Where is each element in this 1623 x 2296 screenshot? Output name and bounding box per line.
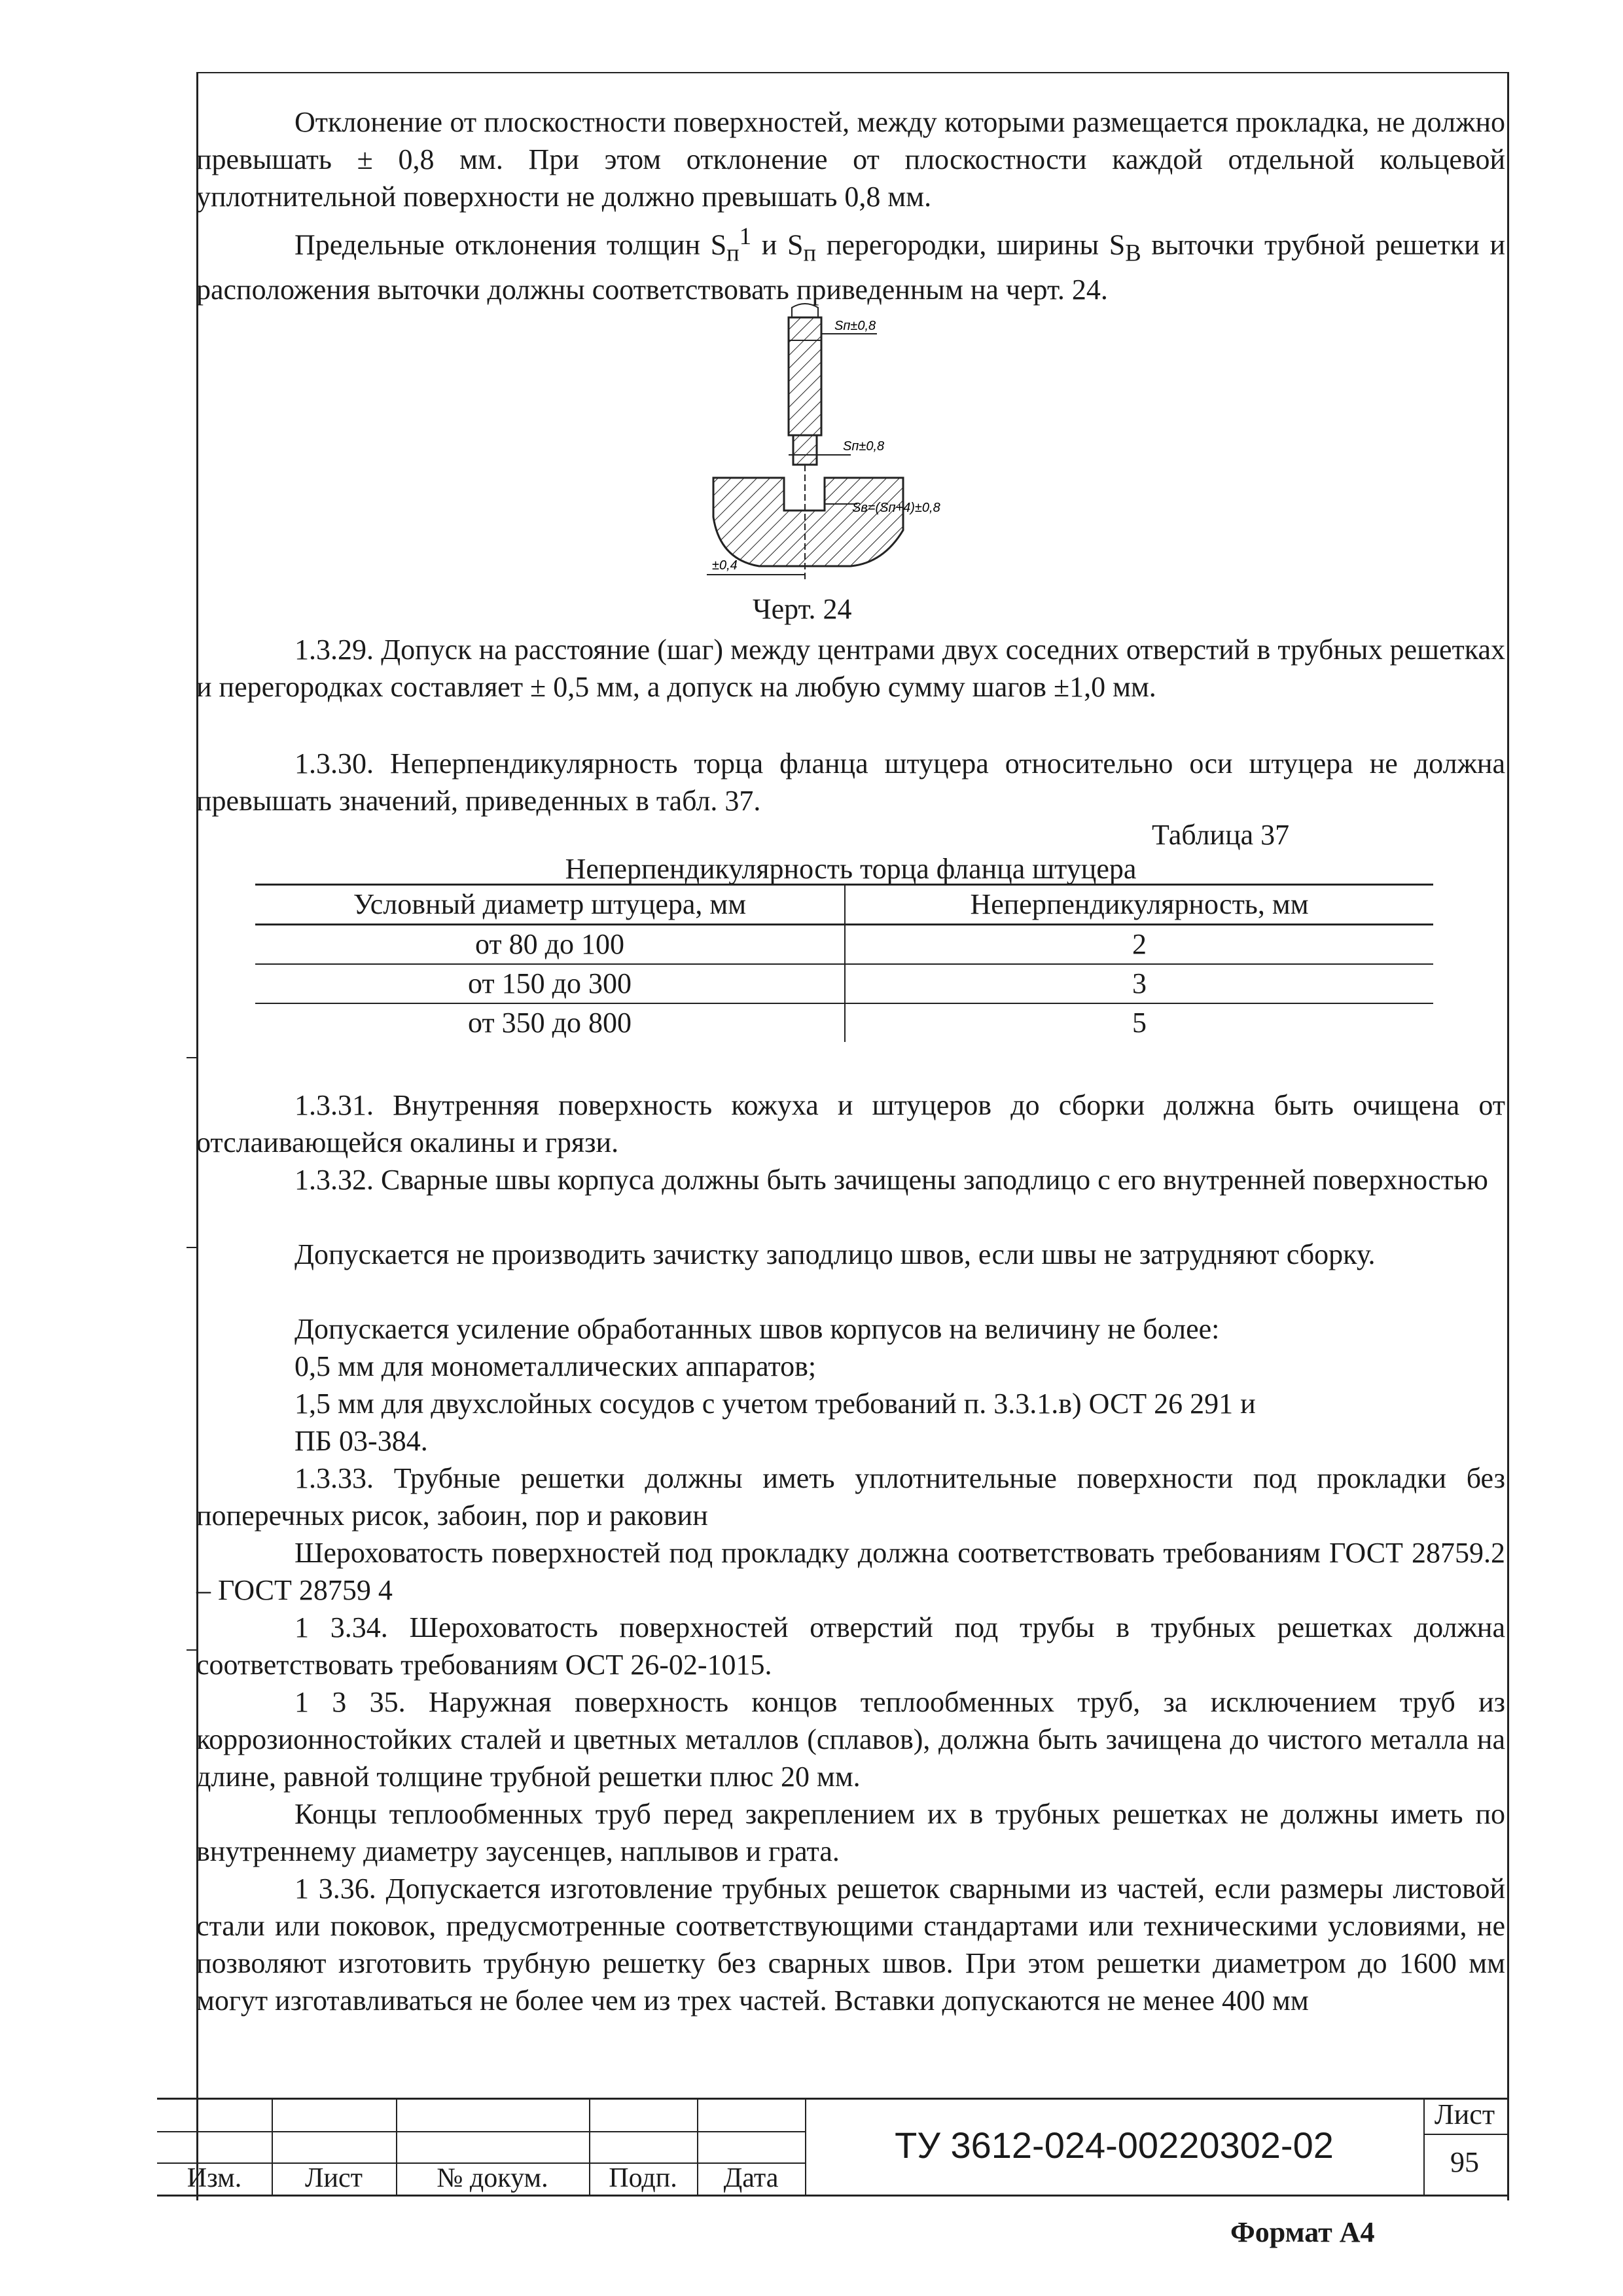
paragraph-1-3-36: 1 3.36. Допускается изготовление трубных решеток сварными из частей, если размеры листовой стали или поковок, предусмотренные соответствующими стандартами или техническими условиями, не позволяют изготовить трубную решетку без сварных швов. При этом решетки диаметром до 1600 мм могут изготавливаться не более чем из трех частей. Вставки допускаются не менее 400 мм [196,1873,1505,2017]
partition-tongue [793,435,817,465]
column-header: Неперпендикулярность, мм [845,885,1433,925]
subscript: п [726,239,740,266]
paragraph-allowance-1: Допускается не производить зачистку заподлицо швов, если швы не затрудняют сборку. [294,1238,1376,1270]
tube-sheet-section [713,478,903,566]
paragraph-1-3-32: 1.3.32. Сварные швы корпуса должны быть зачищены заподлицо с его внутренней поверхностью [294,1164,1488,1196]
table-cell: 3 [845,964,1433,1003]
dimension-label: Sв=(Sп+4)±0,8 [852,501,940,515]
title-block-text [157,2098,1507,2193]
dimension-label: Sп±0,8 [834,319,876,333]
paragraph-1-3-33: 1.3.33. Трубные решетки должны иметь уплотнительные поверхности под прокладки без поперечных рисок, забоин, пор и раковин [196,1462,1505,1532]
list-item: 0,5 мм для монометаллических аппаратов; [294,1350,817,1382]
table-row [255,1003,1433,1042]
stamp-header-sheet: Лист [305,2163,363,2193]
superscript: 1 [739,223,752,249]
partition-groove-drawing [700,301,975,583]
text-run: и S [751,228,804,261]
paragraph-1-3-29: 1.3.29. Допуск на расстояние (шаг) между центрами двух соседних отверстий в трубных решетках и перегородках составляет ± 0,5 мм, а допуск на любую сумму шагов ±1,0 мм. [196,634,1505,703]
paragraph-1-3-30: 1.3.30. Неперпендикулярность торца фланца штуцера относительно оси штуцера не должна превышать значений, приведенных в табл. 37. [196,747,1505,817]
stamp-header-doc-number: № докум. [437,2163,548,2193]
paragraph-1-3-31: 1.3.31. Внутренняя поверхность кожуха и штуцеров до сборки должна быть очищена от отслаивающейся окалины и грязи. [196,1089,1505,1158]
stamp-header-revision: Изм. [187,2163,242,2193]
format-label: Формат А4 [1230,2216,1375,2248]
paragraph-flatness: Отклонение от плоскостности поверхностей, между которыми размещается прокладка, не должно превышать ± 0,8 мм. При этом отклонение от плоскостности каждой отдельной кольцевой уплотнительной поверхности не должно превышать 0,8 мм. [196,106,1505,213]
paragraph-1-3-34: 1 3.34. Шероховатость поверхностей отверстий под трубы в трубных решетках должна соответствовать требованиям ОСТ 26-02-1015. [196,1611,1505,1681]
table-cell: от 350 до 800 [255,1003,845,1042]
table-header-row [255,885,1433,925]
paragraph-roughness: Шероховатость поверхностей под прокладку должна соответствовать требованиям ГОСТ 28759.2 – ГОСТ 28759 4 [196,1537,1505,1606]
stamp-header-date: Дата [723,2163,779,2193]
sheet-label: Лист [1434,2098,1495,2130]
paragraph-1-3-35: 1 3 35. Наружная поверхность концов теплообменных труб, за исключением труб из коррозионностойких сталей и цветных металлов (сплавов), должна быть зачищена до чистого металла на длине, равной толщине трубной решетки плюс 20 мм. [196,1686,1505,1793]
table-title: Неперпендикулярность торца фланца штуцера [565,853,1137,885]
paragraph-allowance-2: Допускается усиление обработанных швов корпусов на величину не более: [294,1313,1220,1345]
text-run: перегородки, ширины S [816,228,1126,261]
table-cell: от 80 до 100 [255,925,845,965]
paragraph-tube-ends: Концы теплообменных труб перед закреплением их в трубных решетках не должны иметь по внутреннему диаметру заусенцев, наплывов и грата. [196,1798,1505,1867]
table-row [255,964,1433,1003]
column-header: Условный диаметр штуцера, мм [255,885,845,925]
table-cell: от 150 до 300 [255,964,845,1003]
dimension-label: Sп±0,8 [843,439,885,454]
sheet-number: 95 [1450,2146,1479,2178]
partition-break-line [792,304,818,317]
drawing-caption: Черт. 24 [753,593,852,625]
list-item: 1,5 мм для двухслойных сосудов с учетом требований п. 3.3.1.в) ОСТ 26 291 и [294,1388,1256,1420]
text-run: Предельные отклонения толщин S [294,228,727,261]
subscript: п [803,239,817,266]
stamp-header-signature: Подп. [609,2163,677,2193]
text-run: выточки трубной решетки и расположения выточки должны соответствовать приведенным на черт. 24. [196,228,1506,306]
table-cell: 2 [845,925,1433,965]
table-37 [255,884,1433,1042]
table-label: Таблица 37 [1152,819,1290,851]
subscript: В [1125,239,1141,266]
margin-tick [187,1057,198,1058]
partition-plate [789,317,821,435]
table-row [255,925,1433,965]
dimension-label: ±0,4 [712,558,738,573]
paragraph-thickness-deviations [196,217,1505,308]
table-cell: 5 [1132,1007,1147,1039]
list-item-continuation: ПБ 03-384. [294,1425,428,1457]
document-code: ТУ 3612-024-00220302-02 [895,2125,1334,2166]
